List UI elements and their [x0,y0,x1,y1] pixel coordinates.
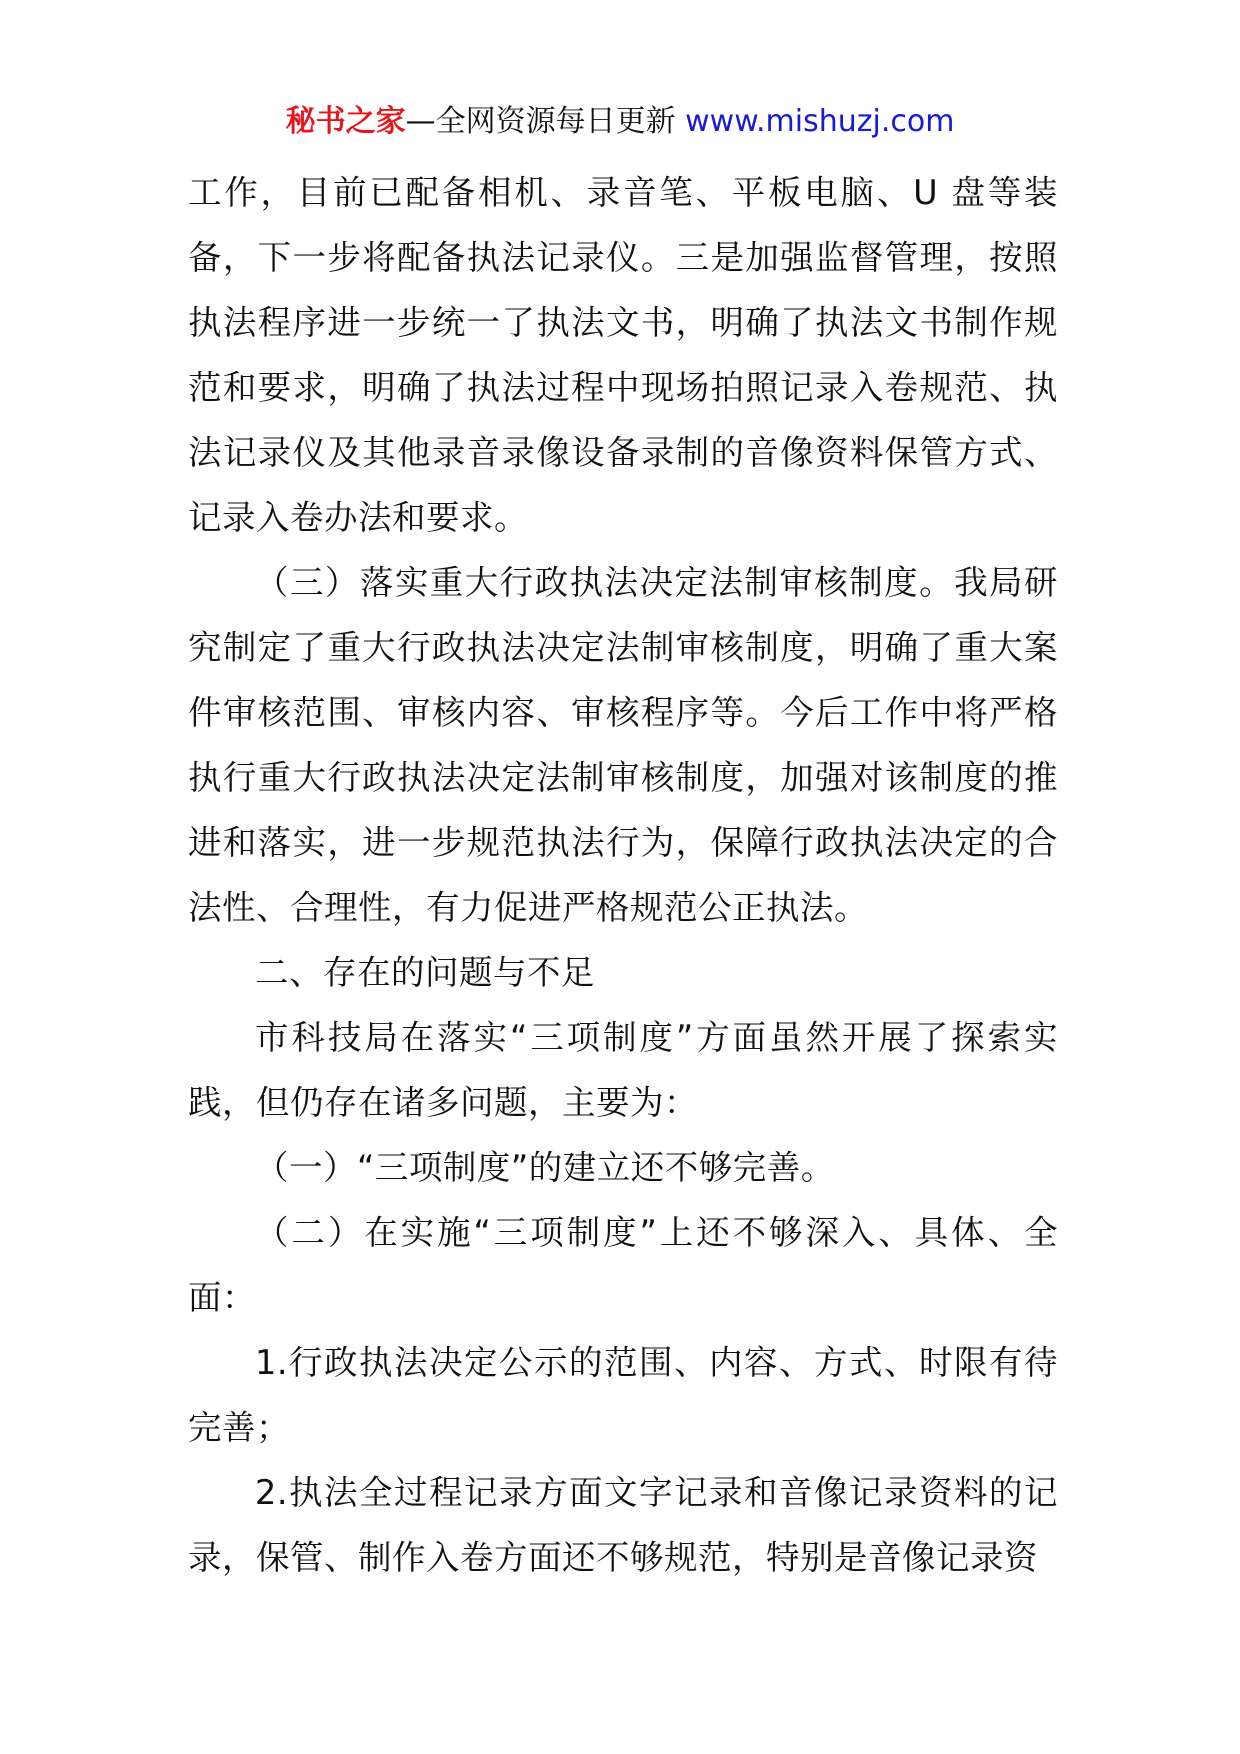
section-heading-problems: 二、存在的问题与不足 [255,953,595,992]
site-header [0,100,1240,144]
paragraph-problem-two: （二）在实施“三项制度”上还不够深入、具体、全面： [188,1213,1058,1317]
document-body [188,160,1058,1590]
site-url[interactable]: www.mishuzj.com [685,104,955,139]
list-item-two: 2.执法全过程记录方面文字记录和音像记录资料的记录，保管、制作入卷方面还不够规范，特别是音像记录资 [188,1473,1058,1577]
site-brand: 秘书之家 [285,104,406,139]
site-tagline: —全网资源每日更新 [405,104,676,139]
paragraph-problems-intro: 市科技局在落实“三项制度”方面虽然开展了探索实践，但仍存在诸多问题，主要为： [188,1018,1058,1122]
paragraph-section-three: （三）落实重大行政执法决定法制审核制度。我局研究制定了重大行政执法决定法制审核制度，明确了重大案件审核范围、审核内容、审核程序等。今后工作中将严格执行重大行政执法决定法制审核制度，加强对该制度的推进和落实，进一步规范执法行为，保障行政执法决定的合法性、合理性，有力促进严格规范公正执法。 [188,563,1058,927]
paragraph-problem-one: （一）“三项制度”的建立还不够完善。 [255,1148,835,1187]
paragraph-continuation: 工作，目前已配备相机、录音笔、平板电脑、U 盘等装备，下一步将配备执法记录仪。三是加强监督管理，按照执法程序进一步统一了执法文书，明确了执法文书制作规范和要求，明确了执法过程中现场拍照记录入卷规范、执法记录仪及其他录音录像设备录制的音像资料保管方式、记录入卷办法和要求。 [188,173,1058,537]
list-item-one: 1.行政执法决定公示的范围、内容、方式、时限有待完善； [188,1343,1058,1447]
